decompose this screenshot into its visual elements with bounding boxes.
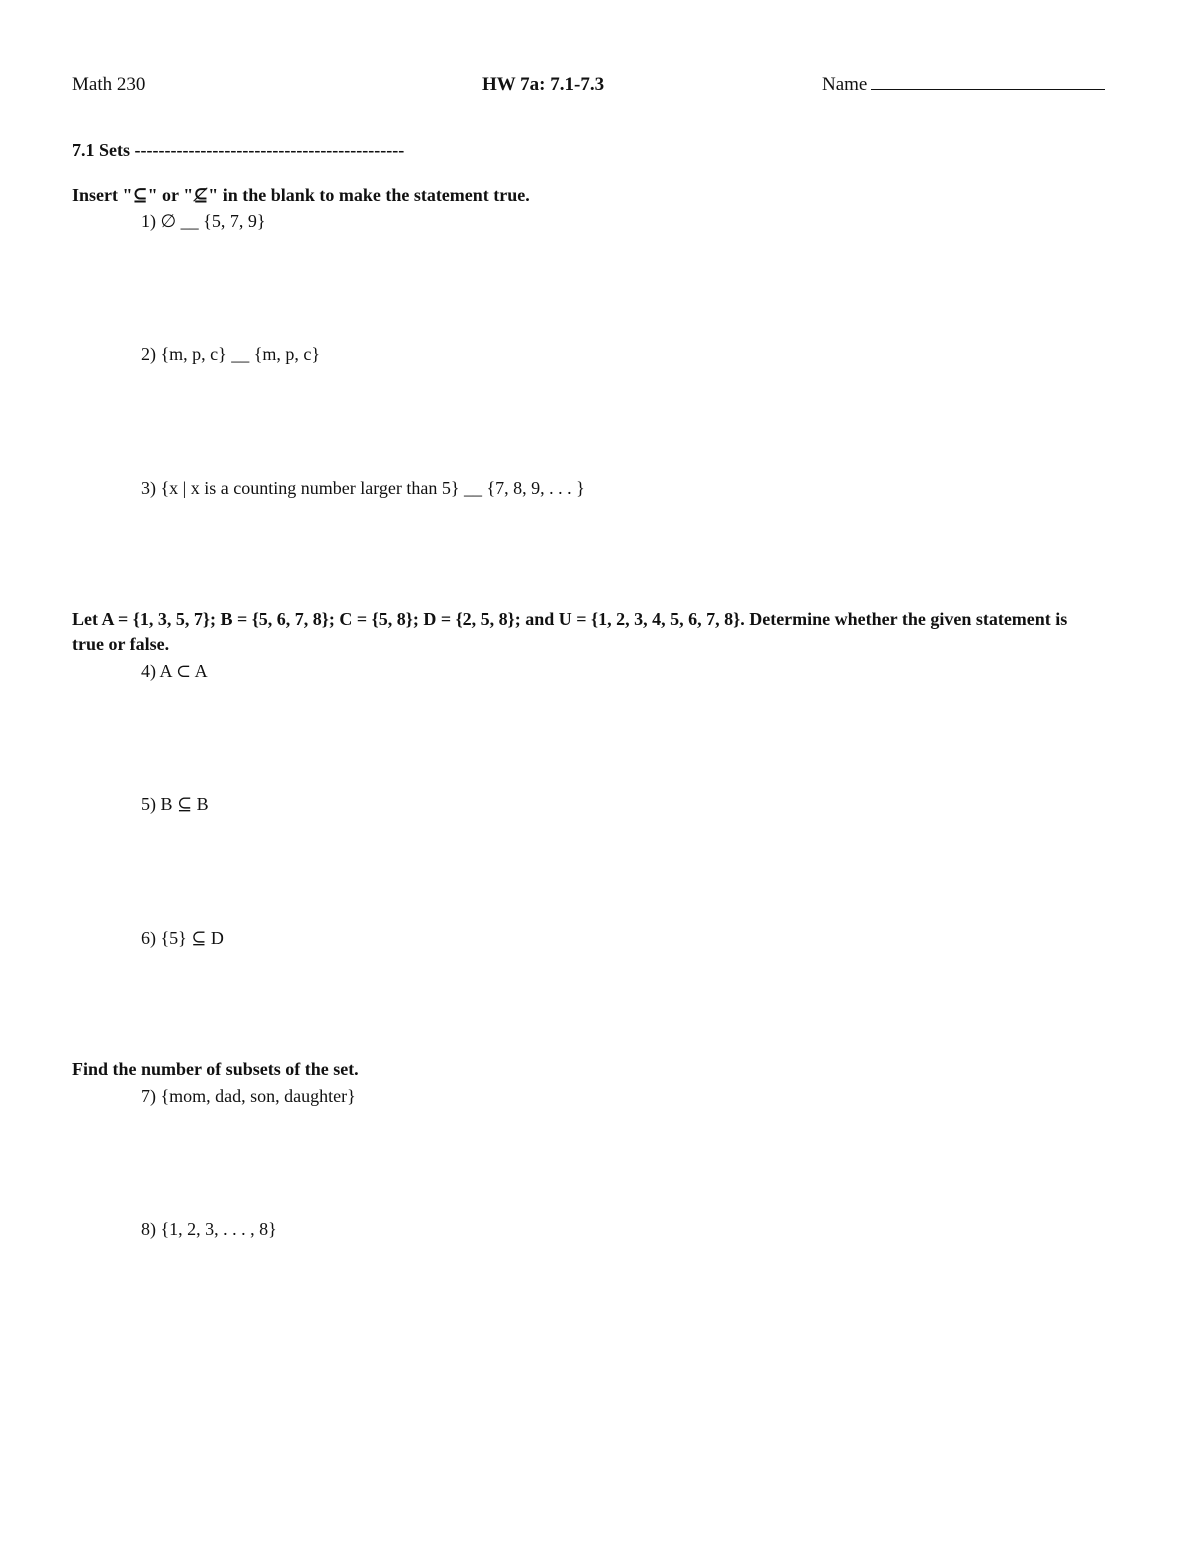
problem-7: 7) {mom, dad, son, daughter} <box>141 1086 356 1106</box>
problem-5: 5) B ⊆ B <box>141 794 209 814</box>
instruction-count-subsets: Find the number of subsets of the set. <box>72 1059 359 1079</box>
problem-1: 1) ∅ __ {5, 7, 9} <box>141 211 266 231</box>
name-label: Name <box>822 74 868 95</box>
name-field <box>822 74 1105 96</box>
instruction-true-false: Let A = {1, 3, 5, 7}; B = {5, 6, 7, 8}; C = {5, 8}; D = {2, 5, 8}; and U = {1, 2, 3, 4, 5, 6, 7, 8}. Determine whether the given statement is true or false. <box>72 609 1068 654</box>
problem-2: 2) {m, p, c} __ {m, p, c} <box>141 344 321 364</box>
assignment-title: HW 7a: 7.1-7.3 <box>482 74 605 95</box>
name-blank-line <box>871 74 1105 90</box>
problem-3: 3) {x | x is a counting number larger than 5} __ {7, 8, 9, . . . } <box>141 478 585 498</box>
problem-4: 4) A ⊂ A <box>141 661 208 681</box>
instruction-insert-subset: Insert "⊆" or "⊈" in the blank to make the statement true. <box>72 185 530 205</box>
course-label: Math 230 <box>72 74 146 95</box>
problem-6: 6) {5} ⊆ D <box>141 928 224 948</box>
problem-8: 8) {1, 2, 3, . . . , 8} <box>141 1219 277 1239</box>
section-title: 7.1 Sets --------------------------------------------- <box>72 140 405 160</box>
